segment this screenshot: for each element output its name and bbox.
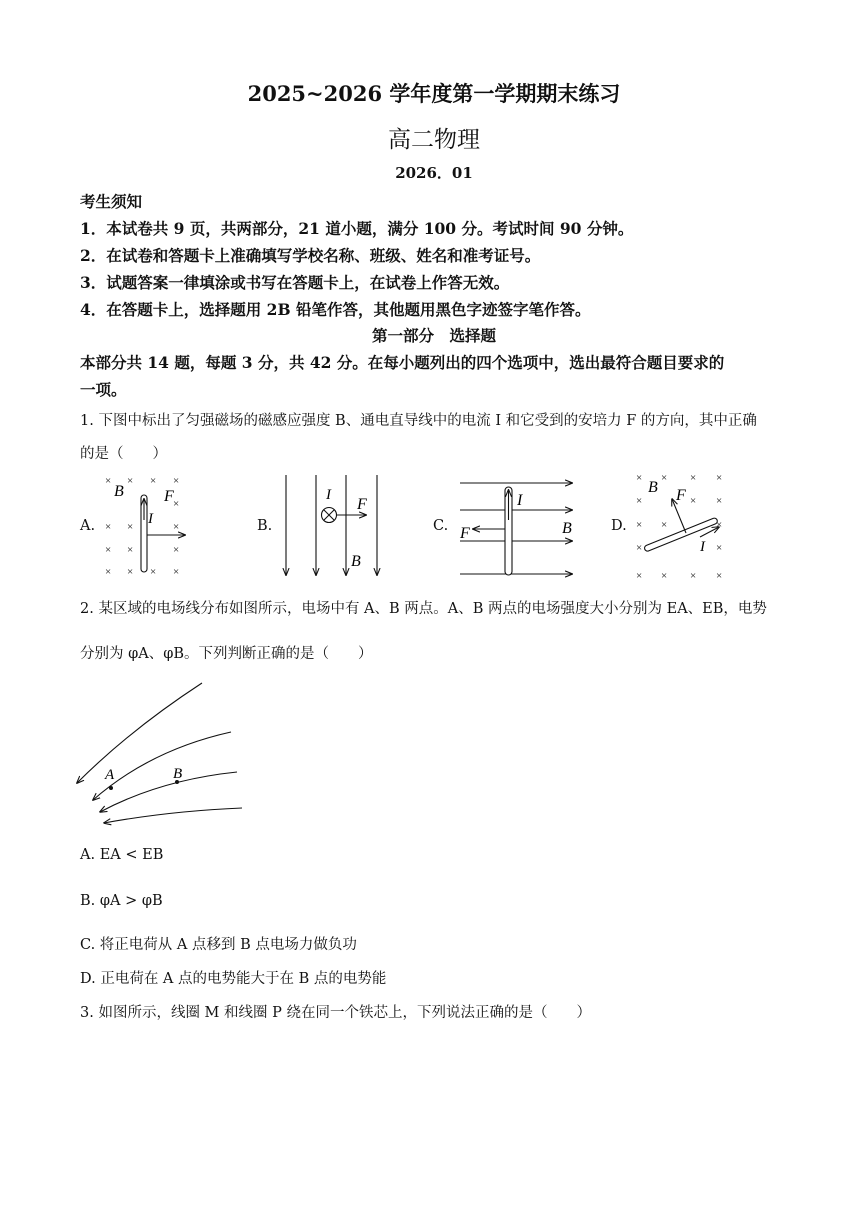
q1-figures bbox=[0, 465, 868, 590]
notice-item: 2．在试卷和答题卡上准确填写学校名称、班级、姓名和准考证号。 bbox=[80, 246, 541, 265]
q1-b-f-label: F bbox=[357, 496, 367, 513]
svg-text:×: × bbox=[716, 542, 723, 554]
svg-text:×: × bbox=[661, 472, 668, 484]
q1-option-b-label: B. bbox=[257, 518, 273, 534]
svg-text:×: × bbox=[127, 566, 134, 578]
part-title: 第一部分 选择题 bbox=[371, 326, 496, 345]
q1-b-b-label: B bbox=[351, 553, 361, 570]
q1-option-a-label: A. bbox=[80, 518, 96, 534]
svg-text:×: × bbox=[690, 570, 697, 582]
q1-option-d-label: D. bbox=[611, 518, 627, 534]
q2-field-lines-figure bbox=[60, 675, 260, 835]
q2-point-a bbox=[109, 786, 113, 790]
svg-text:×: × bbox=[173, 475, 180, 487]
question-3-stem: 3. 如图所示，线圈 M 和线圈 P 绕在同一个铁芯上，下列说法正确的是（ ） bbox=[80, 1005, 591, 1021]
exam-date: 2026．01 bbox=[395, 164, 473, 182]
q1-c-b-label: B bbox=[562, 520, 572, 537]
q1-a-f-label: F bbox=[164, 488, 174, 505]
svg-text:×: × bbox=[105, 475, 112, 487]
svg-text:×: × bbox=[105, 544, 112, 556]
svg-text:×: × bbox=[173, 544, 180, 556]
svg-text:×: × bbox=[173, 521, 180, 533]
q1-a-i-label: I bbox=[148, 511, 153, 527]
svg-text:×: × bbox=[173, 498, 180, 510]
q1-option-c-label: C. bbox=[433, 518, 449, 534]
svg-text:×: × bbox=[661, 519, 668, 531]
svg-text:×: × bbox=[127, 521, 134, 533]
q1-c-f-label: F bbox=[460, 525, 470, 542]
svg-text:×: × bbox=[150, 566, 157, 578]
svg-text:×: × bbox=[636, 570, 643, 582]
svg-text:×: × bbox=[716, 495, 723, 507]
part-instructions: 本部分共 14 题，每题 3 分，共 42 分。在每小题列出的四个选项中，选出最符合题目要求的 bbox=[80, 353, 725, 372]
q1-d-b-label: B bbox=[648, 479, 658, 496]
q1-a-b-label: B bbox=[114, 483, 124, 500]
q2-option-b: B. φA > φB bbox=[80, 893, 163, 909]
q2-option-c: C. 将正电荷从 A 点移到 B 点电场力做负功 bbox=[80, 937, 357, 953]
q1-d-wire bbox=[644, 517, 719, 552]
svg-text:×: × bbox=[105, 566, 112, 578]
q2-point-a-label: A bbox=[105, 767, 115, 783]
q1-b-i-label: I bbox=[326, 487, 331, 503]
q2-option-a: A. EA < EB bbox=[80, 847, 164, 863]
exam-title: 2025~2026 学年度第一学期期末练习 bbox=[247, 81, 621, 106]
svg-text:×: × bbox=[127, 475, 134, 487]
notice-item: 4．在答题卡上，选择题用 2B 铅笔作答，其他题用黑色字迹签字笔作答。 bbox=[80, 300, 591, 319]
svg-text:×: × bbox=[661, 570, 668, 582]
svg-text:×: × bbox=[690, 495, 697, 507]
q1-d-f-label: F bbox=[676, 487, 686, 504]
q2-point-b-label: B bbox=[173, 766, 183, 782]
svg-text:×: × bbox=[716, 472, 723, 484]
question-2-stem: 2. 某区域的电场线分布如图所示，电场中有 A、B 两点。A、B 两点的电场强度大小分别为 EA、EB，电势 bbox=[80, 601, 767, 617]
notice-heading: 考生须知 bbox=[80, 192, 143, 211]
q1-d-force-arrow bbox=[672, 499, 686, 533]
question-2-stem-cont: 分别为 φA、φB。下列判断正确的是（ ） bbox=[80, 646, 373, 662]
q2-option-d: D. 正电荷在 A 点的电势能大于在 B 点的电势能 bbox=[80, 971, 387, 987]
svg-text:×: × bbox=[105, 521, 112, 533]
q1-d-i-label: I bbox=[700, 539, 705, 555]
part-instructions-cont: 一项。 bbox=[80, 380, 127, 399]
question-1-stem: 1. 下图中标出了匀强磁场的磁感应强度 B、通电直导线中的电流 I 和它受到的安培力 F 的方向，其中正确 bbox=[80, 413, 757, 429]
svg-text:×: × bbox=[127, 544, 134, 556]
q1-figure-b-field-lines bbox=[286, 475, 377, 575]
q1-c-i-label: I bbox=[517, 492, 523, 509]
svg-text:×: × bbox=[716, 570, 723, 582]
notice-item: 3．试题答案一律填涂或书写在答题卡上，在试卷上作答无效。 bbox=[80, 273, 510, 292]
svg-text:×: × bbox=[173, 566, 180, 578]
question-1-stem-cont: 的是（ ） bbox=[80, 446, 167, 462]
svg-text:×: × bbox=[716, 519, 723, 531]
svg-text:×: × bbox=[636, 542, 643, 554]
subject-title: 高二物理 bbox=[388, 127, 480, 153]
svg-text:×: × bbox=[636, 472, 643, 484]
svg-text:×: × bbox=[636, 519, 643, 531]
svg-text:×: × bbox=[150, 475, 157, 487]
notice-item: 1．本试卷共 9 页，共两部分，21 道小题，满分 100 分。考试时间 90 分钟。 bbox=[80, 219, 634, 238]
svg-text:×: × bbox=[690, 472, 697, 484]
svg-text:×: × bbox=[636, 495, 643, 507]
